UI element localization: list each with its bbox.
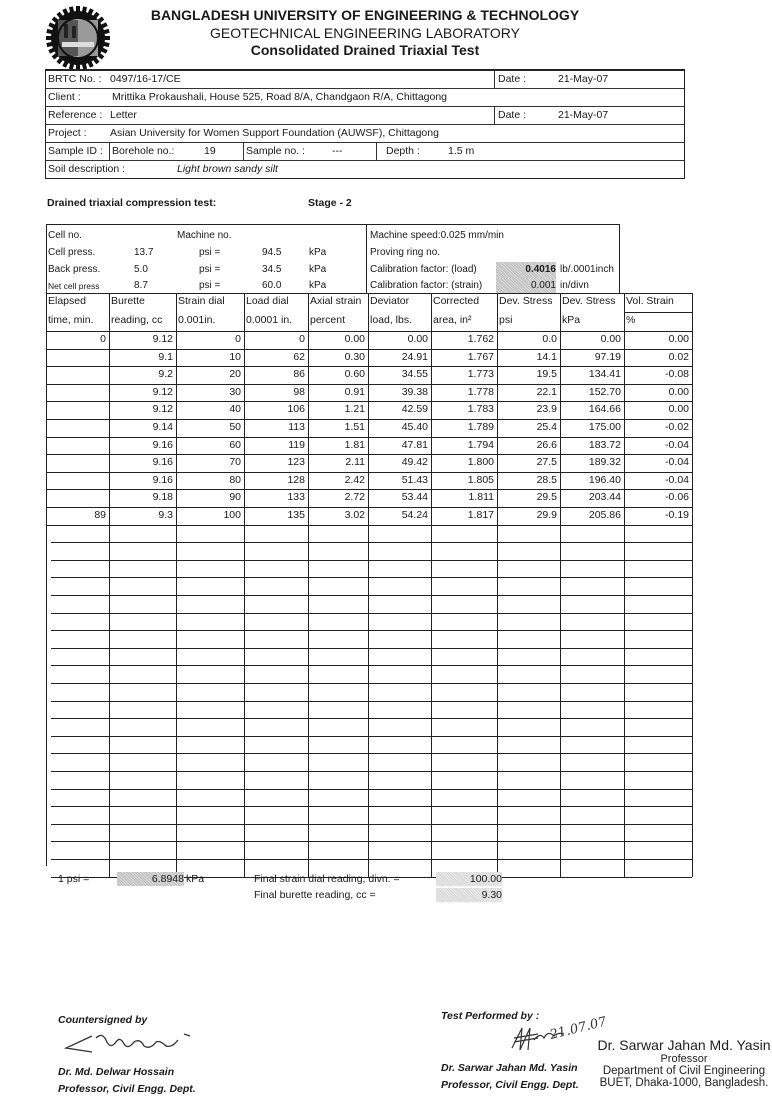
- table-cell: 0.00: [600, 333, 621, 345]
- table-cell: 42.59: [401, 403, 428, 415]
- performer-title: Professor, Civil Engg. Dept.: [441, 1079, 579, 1091]
- test-title: Consolidated Drained Triaxial Test: [250, 42, 480, 58]
- table-cell: 53.44: [401, 491, 428, 503]
- table-cell: 175.00: [588, 421, 621, 433]
- psi-conversion-label: 1 psi =: [58, 873, 90, 885]
- grid-line: [692, 293, 693, 877]
- table-cell: 0.00: [668, 333, 689, 345]
- table-cell: 50: [229, 421, 241, 433]
- table-cell: 133: [287, 491, 305, 503]
- table-cell: 119: [288, 439, 305, 451]
- grid-line: [51, 718, 692, 719]
- table-cell: 0.00: [344, 333, 365, 345]
- grid-line: [51, 613, 692, 614]
- sample-no-label: Sample no. :: [246, 145, 305, 157]
- table-cell: 25.4: [536, 421, 557, 433]
- section-title: Drained triaxial compression test:: [47, 197, 217, 209]
- table-cell: 39.38: [401, 386, 428, 398]
- brtc-value: 0497/16-17/CE: [110, 73, 181, 85]
- table-cell: 28.5: [536, 474, 557, 486]
- sample-no-value: ---: [332, 145, 343, 157]
- project-value: Asian University for Women Support Foundation (AUWSF), Chittagong: [110, 127, 439, 139]
- table-cell: 1.778: [467, 386, 494, 398]
- table-cell: 106: [287, 403, 305, 415]
- grid-line: [46, 525, 692, 526]
- table-cell: 29.5: [536, 491, 557, 503]
- column-header: Strain dial: [178, 295, 225, 307]
- machine-speed: Machine speed:0.025 mm/min: [370, 230, 504, 241]
- reference-label: Reference :: [48, 109, 103, 121]
- cell-no-label: Cell no.: [48, 230, 82, 241]
- table-cell: 1.51: [344, 421, 365, 433]
- table-cell: 9.2: [158, 368, 173, 380]
- table-cell: 189.32: [588, 456, 621, 468]
- table-cell: 205.86: [588, 509, 621, 521]
- table-cell: 1.762: [467, 333, 494, 345]
- machine-no-label: Machine no.: [177, 230, 232, 241]
- grid-line: [51, 595, 692, 596]
- column-header: Corrected: [433, 295, 480, 307]
- column-header: load, lbs.: [370, 313, 413, 326]
- table-cell: 29.9: [536, 509, 557, 521]
- grid-line: [51, 736, 692, 737]
- psi-eq: psi =: [199, 247, 221, 258]
- column-header: 0.0001 in.: [246, 313, 293, 326]
- table-cell: 164.66: [588, 403, 621, 415]
- table-cell: 54.24: [401, 509, 428, 521]
- stamp-title: Professor: [660, 1053, 708, 1065]
- psi-eq: psi =: [199, 280, 221, 291]
- table-cell: 183.72: [588, 439, 621, 451]
- table-cell: 134.41: [588, 368, 621, 380]
- grid-line: [51, 648, 692, 649]
- grid-line: [51, 560, 692, 561]
- table-cell: 51.43: [401, 474, 428, 486]
- column-header: kPa: [562, 313, 581, 326]
- column-header: Burette: [111, 295, 145, 307]
- table-cell: 1.805: [467, 474, 494, 486]
- final-strain-label: Final strain dial reading, divn. =: [254, 873, 400, 885]
- countersign-signature-icon: [62, 1030, 202, 1063]
- table-cell: 60: [229, 439, 241, 451]
- column-header: Dev. Stress: [562, 295, 616, 307]
- client-value: Mrittika Prokaushali, House 525, Road 8/A, Chandgaon R/A, Chittagong: [112, 91, 448, 103]
- soil-value: Light brown sandy silt: [177, 163, 278, 175]
- table-cell: 100: [223, 509, 241, 521]
- cal-strain-value: 0.001: [496, 278, 556, 294]
- table-cell: 1.783: [467, 403, 494, 415]
- table-cell: 1.817: [467, 509, 494, 521]
- cal-strain-unit: in/divn: [560, 280, 589, 291]
- project-label: Project :: [48, 127, 87, 139]
- table-cell: 14.1: [536, 351, 557, 363]
- official-stamp: [596, 1037, 772, 1089]
- grid-line: [46, 224, 619, 225]
- column-header: Vol. Strain: [626, 295, 674, 307]
- grid-line: [51, 771, 692, 772]
- table-cell: 9.3: [158, 509, 173, 521]
- table-cell: 0.00: [668, 403, 689, 415]
- table-cell: 0: [235, 333, 241, 345]
- depth-label: Depth :: [386, 145, 420, 157]
- cal-load-unit: lb/.0001inch: [560, 264, 614, 275]
- table-cell: 0.00: [668, 386, 689, 398]
- borehole-label: Borehole no.:: [112, 145, 175, 157]
- cell-press-label: Cell press.: [48, 247, 96, 258]
- table-cell: -0.02: [665, 421, 689, 433]
- table-cell: 0.0: [542, 333, 557, 345]
- table-cell: 0: [100, 333, 106, 345]
- grid-line: [366, 224, 367, 293]
- cal-strain-label: Calibration factor: (strain): [370, 280, 483, 291]
- table-cell: 34.55: [401, 368, 428, 380]
- table-cell: 9.1: [158, 351, 173, 363]
- countersigner-name: Dr. Md. Delwar Hossain: [58, 1066, 175, 1078]
- grid-line: [51, 665, 692, 666]
- table-cell: -0.04: [665, 474, 689, 486]
- table-cell: -0.04: [665, 456, 689, 468]
- stage-label: Stage - 2: [308, 197, 352, 209]
- table-cell: 98: [293, 386, 305, 398]
- kpa-unit: kPa: [309, 280, 327, 291]
- table-cell: -0.06: [665, 491, 689, 503]
- column-header: percent: [310, 313, 346, 326]
- back-press-label: Back press.: [48, 264, 101, 275]
- column-header: Dev. Stress: [499, 295, 553, 307]
- kpa-unit: kPa: [309, 247, 327, 258]
- table-cell: 9.16: [152, 439, 173, 451]
- table-cell: 1.767: [467, 351, 494, 363]
- table-cell: 22.1: [536, 386, 557, 398]
- table-cell: 90: [229, 491, 241, 503]
- final-burette-value: 9.30: [436, 888, 502, 902]
- table-cell: 1.800: [467, 456, 494, 468]
- table-cell: -0.19: [665, 509, 689, 521]
- table-cell: 196.40: [588, 474, 621, 486]
- table-cell: 30: [229, 386, 241, 398]
- stamp-address: BUET, Dhaka-1000, Bangladesh.: [599, 1077, 769, 1089]
- table-cell: -0.04: [665, 439, 689, 451]
- table-cell: 45.40: [401, 421, 428, 433]
- column-header: psi: [499, 313, 513, 326]
- table-cell: 2.42: [344, 474, 365, 486]
- table-cell: 203.44: [588, 491, 621, 503]
- column-header: time, min.: [48, 313, 94, 326]
- column-header: Elapsed: [48, 295, 86, 307]
- grid-line: [51, 683, 692, 684]
- cal-load-value: 0.4016: [496, 262, 556, 278]
- grid-line: [51, 701, 692, 702]
- grid-line: [51, 542, 692, 543]
- column-header: 0.001in.: [178, 313, 216, 326]
- grid-line: [51, 859, 692, 860]
- sample-id-label: Sample ID :: [48, 145, 103, 157]
- column-header: area, in²: [433, 313, 472, 326]
- handwritten-date: 21.07.07: [548, 1014, 609, 1043]
- table-cell: 3.02: [344, 509, 365, 521]
- grid-line: [51, 806, 692, 807]
- column-header: Deviator: [370, 295, 410, 307]
- table-cell: 128: [287, 474, 305, 486]
- column-header: Axial strain: [310, 295, 362, 307]
- table-cell: 9.12: [152, 333, 173, 345]
- table-cell: 1.794: [467, 439, 494, 451]
- table-cell: 80: [229, 474, 241, 486]
- depth-value: 1.5 m: [448, 145, 475, 157]
- table-cell: 9.12: [152, 403, 173, 415]
- table-cell: 0.30: [344, 351, 365, 363]
- table-cell: 26.6: [536, 439, 557, 451]
- table-cell: 123: [287, 456, 305, 468]
- grid-line: [51, 577, 692, 578]
- back-press-kpa: 34.5: [262, 264, 282, 275]
- table-cell: 2.72: [344, 491, 365, 503]
- performed-by-label: Test Performed by :: [441, 1010, 540, 1022]
- grid-line: [51, 753, 692, 754]
- table-cell: 27.5: [536, 456, 557, 468]
- grid-line: [51, 630, 692, 631]
- table-cell: 19.5: [536, 368, 557, 380]
- table-cell: 0.02: [668, 351, 689, 363]
- table-cell: 1.773: [467, 368, 494, 380]
- table-cell: 0: [299, 333, 305, 345]
- table-cell: 9.14: [152, 421, 173, 433]
- table-cell: 70: [229, 456, 241, 468]
- column-header: reading, cc: [111, 313, 163, 326]
- table-cell: 89: [94, 509, 106, 521]
- table-cell: 0.00: [407, 333, 428, 345]
- university-name: BANGLADESH UNIVERSITY OF ENGINEERING & TECHNOLOGY: [150, 7, 580, 23]
- date-value: 21-May-07: [558, 109, 609, 121]
- date-label: Date :: [498, 73, 527, 85]
- table-cell: 40: [229, 403, 241, 415]
- reference-value: Letter: [110, 109, 137, 121]
- table-cell: 135: [287, 509, 305, 521]
- date-label: Date :: [498, 109, 527, 121]
- back-press-psi: 5.0: [134, 264, 148, 275]
- table-cell: 2.11: [345, 456, 365, 468]
- cell-press-psi: 13.7: [134, 247, 154, 258]
- performer-name: Dr. Sarwar Jahan Md. Yasin: [441, 1062, 578, 1074]
- grid-line: [51, 789, 692, 790]
- cell-press-kpa: 94.5: [262, 247, 282, 258]
- kpa-unit: kPa: [309, 264, 327, 275]
- table-cell: 9.18: [152, 491, 173, 503]
- final-strain-value: 100.00: [436, 872, 502, 886]
- table-cell: 10: [229, 351, 241, 363]
- table-cell: 24.91: [401, 351, 428, 363]
- countersigned-label: Countersigned by: [58, 1014, 148, 1026]
- table-cell: 1.21: [344, 403, 365, 415]
- final-burette-label: Final burette reading, cc =: [254, 889, 376, 901]
- cal-load-label: Calibration factor: (load): [370, 264, 477, 275]
- table-cell: 0.60: [344, 368, 365, 380]
- table-cell: 23.9: [536, 403, 557, 415]
- table-cell: 0.91: [344, 386, 365, 398]
- date-value: 21-May-07: [558, 73, 609, 85]
- table-cell: 97.19: [594, 351, 621, 363]
- brtc-label: BRTC No. :: [48, 73, 102, 85]
- column-header: Load dial: [246, 295, 289, 307]
- psi-eq: psi =: [199, 264, 221, 275]
- table-cell: 20: [229, 368, 241, 380]
- proving-ring-label: Proving ring no.: [370, 247, 441, 258]
- table-cell: 113: [288, 421, 305, 433]
- grid-line: [619, 224, 620, 293]
- table-cell: 9.16: [152, 456, 173, 468]
- net-cell-label: Net cell press: [48, 281, 100, 291]
- psi-conversion-unit: kPa: [186, 873, 205, 885]
- table-cell: 86: [293, 368, 305, 380]
- psi-conversion-value: 6.8948: [117, 872, 184, 886]
- table-cell: 1.811: [468, 491, 494, 503]
- table-cell: 47.81: [401, 439, 428, 451]
- column-header: %: [626, 313, 636, 326]
- table-cell: 1.81: [344, 439, 365, 451]
- countersigner-title: Professor, Civil Engg. Dept.: [58, 1083, 196, 1095]
- net-cell-kpa: 60.0: [262, 280, 282, 291]
- stamp-name: Dr. Sarwar Jahan Md. Yasin: [597, 1037, 771, 1053]
- table-cell: 9.12: [152, 386, 173, 398]
- net-cell-psi: 8.7: [134, 280, 148, 291]
- stamp-dept: Department of Civil Engineering: [602, 1065, 766, 1077]
- table-cell: 1.789: [467, 421, 494, 433]
- table-cell: -0.08: [665, 368, 689, 380]
- table-cell: 9.16: [152, 474, 173, 486]
- table-cell: 49.42: [401, 456, 428, 468]
- grid-line: [51, 824, 692, 825]
- soil-label: Soil description :: [48, 163, 126, 175]
- laboratory-name: GEOTECHNICAL ENGINEERING LABORATORY: [210, 25, 520, 41]
- client-label: Client :: [48, 91, 81, 103]
- table-cell: 62: [293, 351, 305, 363]
- table-cell: 152.70: [588, 386, 621, 398]
- grid-line: [51, 841, 692, 842]
- borehole-value: 19: [204, 145, 216, 157]
